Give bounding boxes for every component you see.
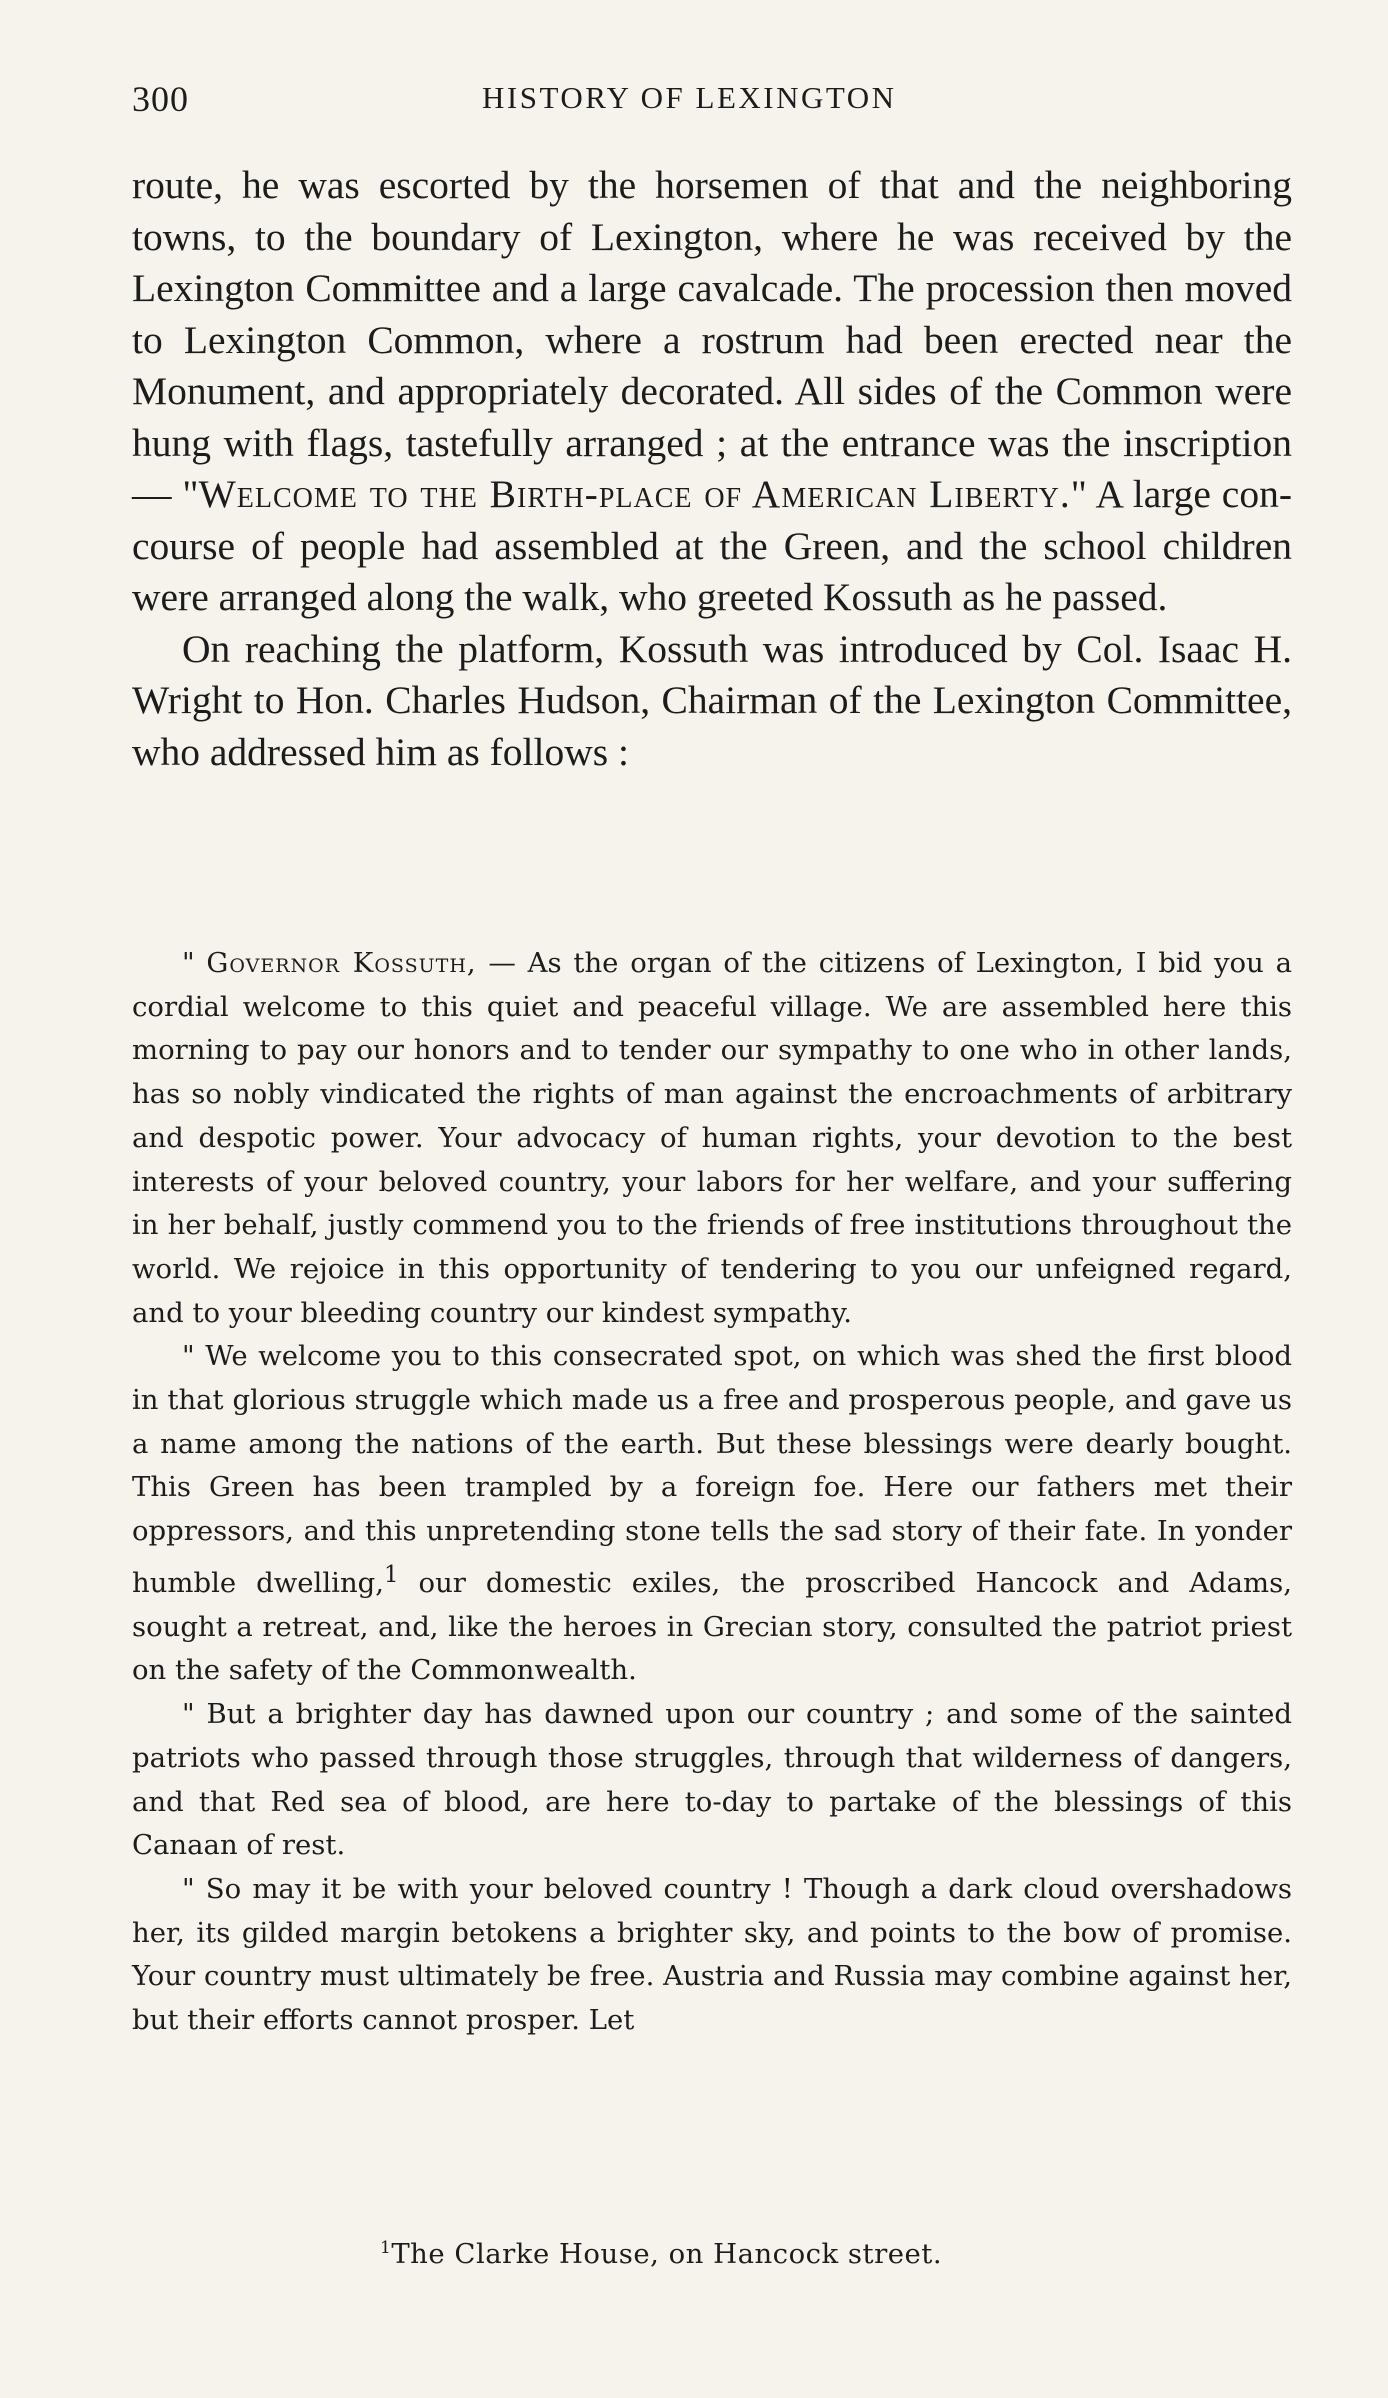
paragraph: On reaching the platform, Kossuth was introduced by Col. Isaac H. Wright to Hon. Charles Hudson, Chairman of the Lexington Committee, who addressed him as follows : bbox=[132, 626, 1292, 774]
quote-paragraph: " So may it be with your beloved country ! Though a dark cloud overshadows her, its gilded margin betokens a brighter sky, and points to the bow of promise. Your country must ultimately be free. Austria and Russia may combine against her, but their efforts cannot prosper. Let bbox=[132, 1872, 1292, 2037]
inscription: Welcome to the Birth-place of American Liberty. bbox=[198, 472, 1071, 516]
salutation: Governor Kossuth, bbox=[206, 947, 477, 979]
quote-paragraph: " We welcome you to this consecrated spot, on which was shed the first blood in that glorious struggle which made us a free and prosperous people, and gave us a name among the nations of the earth. But these blessings were dearly bought. This Green has been trampled by a foreign foe. Here our fathers met their oppressors, and this unpretending stone tells the sad story of their fate. In yonder humble dwelling,$^1$ our domestic exiles, the proscribed Hancock and Adams, sought a retreat, and, like the heroes in Grecian story, consulted the patriot priest on the safety of the Commonwealth. bbox=[132, 1340, 1292, 1687]
paragraph: route, he was escorted by the horsemen of that and the neighboring towns, to the boundary of Lexington, where he was received by the Lexington Committee and a large cavalcade. The procession then moved to Lexington Common, where a rostrum had been erected near the Monument, and appropriately decorated. All sides of the Common were hung with flags, tastefully arranged ; at the entrance was the inscription — "Welcome to the Birth-place of American Liberty." A large concourse of people had assembled at the Green, and the school children were arranged along the walk, who greeted Kossuth as he passed. bbox=[132, 163, 1292, 619]
footnote-mark: 1 bbox=[380, 2238, 392, 2258]
address-quote bbox=[132, 942, 1292, 2043]
page-header bbox=[132, 78, 1292, 128]
main-text bbox=[132, 160, 1292, 778]
quote-paragraph: " But a brighter day has dawned upon our country ; and some of the sainted patriots who passed through those struggles, through that wilderness of dangers, and that Red sea of blood, are here to-day to partake of the blessings of this Canaan of rest. bbox=[132, 1698, 1292, 1862]
footnote-text: The Clarke House, on Hancock street. bbox=[391, 2238, 943, 2271]
running-head: HISTORY OF LEXINGTON bbox=[482, 80, 897, 115]
footnote-reference[interactable]: 1 bbox=[384, 1561, 399, 1588]
quote-paragraph: " Governor Kossuth, — As the organ of the citizens of Lexington, I bid you a cordial welcome to this quiet and peaceful village. We are assembled here this morning to pay our honors and to tender our sympathy to one who in other lands, has so nobly vindicated the rights of man against the encroachments of arbitrary and despotic power. Your advocacy of human rights, your devotion to the best interests of your beloved country, your labors for her welfare, and your suffering in her behalf, justly commend you to the friends of free institutions throughout the world. We rejoice in this opportunity of tendering to you our unfeigned regard, and to your bleeding country our kindest sympathy. bbox=[132, 947, 1292, 1329]
page-number: 300 bbox=[132, 79, 189, 119]
footnote bbox=[380, 2238, 942, 2270]
